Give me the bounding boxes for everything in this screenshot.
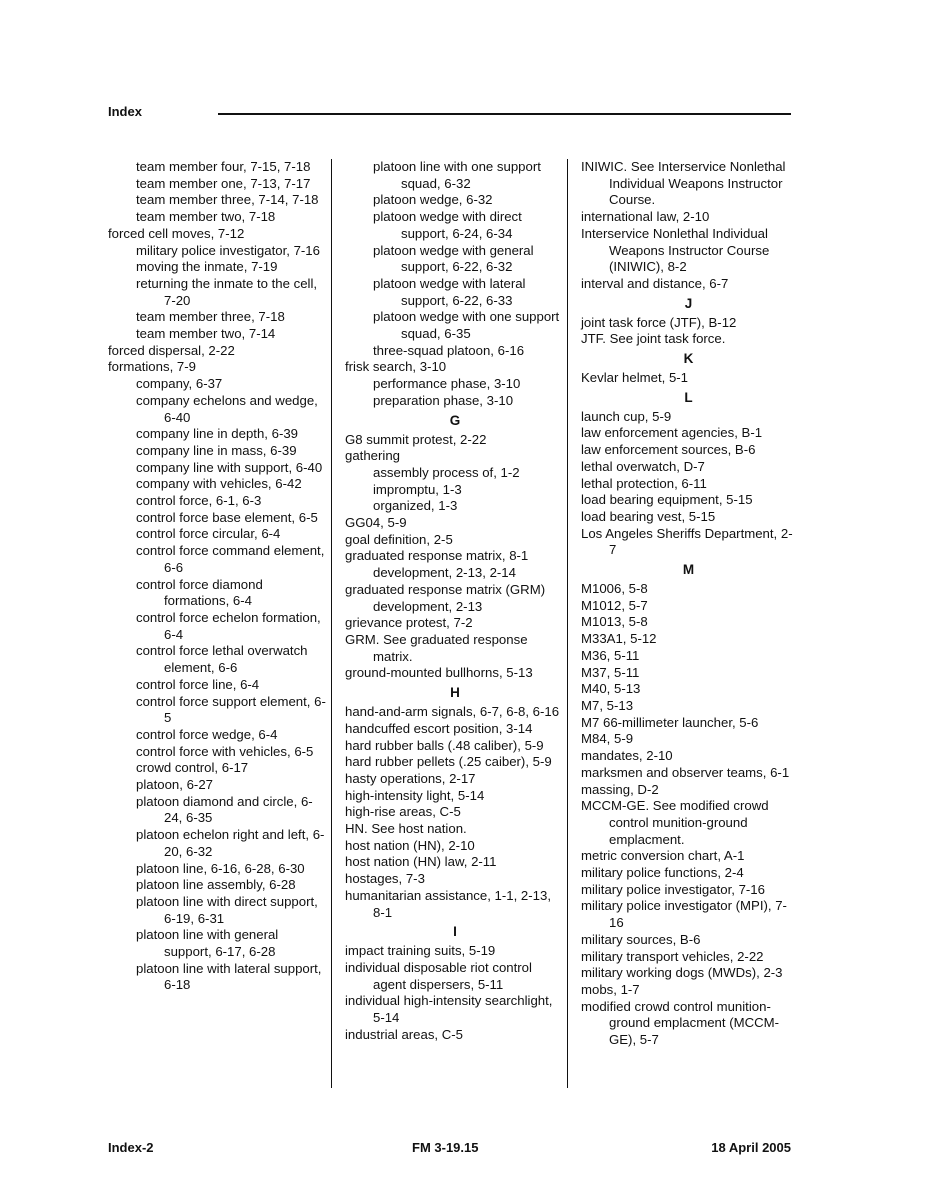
column-divider xyxy=(567,159,568,1088)
index-entry: formations, 7-9 xyxy=(108,359,196,375)
index-section-letter: K xyxy=(683,351,694,367)
index-entry: host nation (HN), 2-10 xyxy=(345,837,475,853)
index-subentry: control force line, 6-4 xyxy=(136,676,260,692)
index-subentry: crowd control, 6-17 xyxy=(136,760,249,776)
index-entry: JTF. See joint task force. xyxy=(581,331,726,347)
index-entry: host nation (HN) law, 2-11 xyxy=(345,854,497,870)
index-subentry: platoon echelon right and left, 6-20, 6-32 xyxy=(136,827,325,859)
index-entry: M36, 5-11 xyxy=(581,647,640,663)
index-subentry: control force with vehicles, 6-5 xyxy=(136,743,314,759)
index-entry: hand-and-arm signals, 6-7, 6-8, 6-16 xyxy=(345,704,560,720)
index-subentry: platoon line, 6-16, 6-28, 6-30 xyxy=(136,860,305,876)
index-entry: lethal protection, 6-11 xyxy=(581,475,707,491)
index-subentry: platoon line with direct support, 6-19, 6-31 xyxy=(136,893,318,926)
index-subentry: platoon wedge with general support, 6-22, 6-32 xyxy=(373,242,534,275)
index-subentry: impromptu, 1-3 xyxy=(373,481,462,497)
index-entry: forced dispersal, 2-22 xyxy=(108,342,235,358)
index-entry: interval and distance, 6-7 xyxy=(581,275,729,291)
index-entry: M37, 5-11 xyxy=(581,664,640,680)
index-column-3 xyxy=(581,159,796,1049)
index-subentry: performance phase, 3-10 xyxy=(373,376,521,392)
index-subentry: team member two, 7-18 xyxy=(136,209,276,225)
index-entry: international law, 2-10 xyxy=(581,209,710,225)
index-section-letter: J xyxy=(684,295,693,311)
footer-page-number: Index-2 xyxy=(108,1140,154,1155)
index-subentry: control force echelon formation, 6-4 xyxy=(136,609,321,642)
index-entry: massing, D-2 xyxy=(581,781,659,797)
index-subentry: military police investigator, 7-16 xyxy=(136,242,320,258)
index-entry: M1013, 5-8 xyxy=(581,614,648,630)
index-entry: M33A1, 5-12 xyxy=(581,631,657,647)
index-entry: G8 summit protest, 2-22 xyxy=(345,431,487,447)
index-section-letter: L xyxy=(684,389,693,405)
index-entry: military police functions, 2-4 xyxy=(581,865,744,881)
index-entry: handcuffed escort position, 3-14 xyxy=(345,720,533,736)
index-entry: high-intensity light, 5-14 xyxy=(345,787,485,803)
index-subentry: organized, 1-3 xyxy=(373,498,458,514)
index-entry: graduated response matrix (GRM) xyxy=(345,581,546,597)
index-entry: mandates, 2-10 xyxy=(581,748,673,764)
index-entry: Interservice Nonlethal Individual Weapons Instructor Course (INIWIC), 8-2 xyxy=(581,225,770,275)
index-entry: industrial areas, C-5 xyxy=(345,1026,464,1042)
index-subentry: control force wedge, 6-4 xyxy=(136,726,278,742)
index-entry: HN. See host nation. xyxy=(345,821,467,837)
index-entry: humanitarian assistance, 1-1, 2-13, 8-1 xyxy=(345,887,551,920)
index-entry: M1012, 5-7 xyxy=(581,597,648,613)
page-header-title: Index xyxy=(108,104,142,119)
index-entry: joint task force (JTF), B-12 xyxy=(581,314,737,330)
index-subentry: team member one, 7-13, 7-17 xyxy=(136,175,311,191)
index-subentry: team member four, 7-15, 7-18 xyxy=(136,159,311,174)
index-entry: modified crowd control munition-ground emplacment (MCCM-GE), 5-7 xyxy=(581,998,780,1048)
index-subentry: company echelons and wedge, 6-40 xyxy=(136,392,318,425)
index-subentry: team member two, 7-14 xyxy=(136,326,276,342)
index-section-letter: H xyxy=(450,685,460,701)
index-subentry: development, 2-13 xyxy=(373,598,483,614)
index-subentry: assembly process of, 1-2 xyxy=(373,464,520,480)
index-entry: graduated response matrix, 8-1 xyxy=(345,548,529,564)
index-column-1 xyxy=(108,159,328,994)
index-subentry: three-squad platoon, 6-16 xyxy=(373,342,525,358)
index-entry: GRM. See graduated response matrix. xyxy=(345,631,528,664)
index-entry: lethal overwatch, D-7 xyxy=(581,458,705,474)
index-subentry: control force base element, 6-5 xyxy=(136,509,318,525)
index-subentry: platoon diamond and circle, 6-24, 6-35 xyxy=(136,793,313,826)
index-entry: INIWIC. See Interservice Nonlethal Individual Weapons Instructor Course. xyxy=(581,159,786,208)
index-entry: individual disposable riot control agent dispersers, 5-11 xyxy=(345,959,532,992)
index-entry: hasty operations, 2-17 xyxy=(345,770,476,786)
index-entry: military working dogs (MWDs), 2-3 xyxy=(581,965,783,981)
index-subentry: platoon line with lateral support, 6-18 xyxy=(136,960,322,993)
index-entry: hostages, 7-3 xyxy=(345,871,425,887)
index-section-letter: I xyxy=(453,924,457,940)
index-subentry: platoon line assembly, 6-28 xyxy=(136,877,296,893)
index-subentry: development, 2-13, 2-14 xyxy=(373,565,516,581)
index-entry: gathering xyxy=(345,448,400,464)
index-entry: forced cell moves, 7-12 xyxy=(108,225,245,241)
index-section-letter: G xyxy=(449,412,461,428)
index-entry: hard rubber pellets (.25 caiber), 5-9 xyxy=(345,754,552,770)
index-entry: law enforcement agencies, B-1 xyxy=(581,425,763,441)
index-entry: load bearing vest, 5-15 xyxy=(581,508,716,524)
index-subentry: platoon wedge with direct support, 6-24, 6-34 xyxy=(373,209,522,241)
index-entry: hard rubber balls (.48 caliber), 5-9 xyxy=(345,737,544,753)
index-subentry: company line in depth, 6-39 xyxy=(136,426,299,442)
index-entry: goal definition, 2-5 xyxy=(345,531,453,547)
index-entry: mobs, 1-7 xyxy=(581,981,640,997)
index-subentry: moving the inmate, 7-19 xyxy=(136,259,278,275)
header-rule xyxy=(218,113,791,115)
footer-manual-id: FM 3-19.15 xyxy=(412,1140,479,1155)
index-entry: grievance protest, 7-2 xyxy=(345,615,473,631)
index-entry: military police investigator (MPI), 7-16 xyxy=(581,898,787,931)
index-subentry: control force command element, 6-6 xyxy=(136,543,325,575)
index-entry: M40, 5-13 xyxy=(581,681,641,697)
index-subentry: team member three, 7-18 xyxy=(136,309,285,325)
index-entry: M7 66-millimeter launcher, 5-6 xyxy=(581,714,759,730)
index-column-2 xyxy=(345,159,565,1043)
index-entry: military transport vehicles, 2-22 xyxy=(581,948,764,964)
index-subentry: returning the inmate to the cell, 7-20 xyxy=(136,275,318,308)
index-subentry: control force diamond formations, 6-4 xyxy=(136,576,263,609)
index-subentry: platoon wedge, 6-32 xyxy=(373,192,493,208)
index-section-letter: M xyxy=(682,562,695,578)
index-entry: M7, 5-13 xyxy=(581,697,634,713)
index-entry: military sources, B-6 xyxy=(581,931,701,947)
column-divider xyxy=(331,159,332,1088)
index-entry: launch cup, 5-9 xyxy=(581,408,672,424)
index-entry: frisk search, 3-10 xyxy=(345,359,447,375)
index-subentry: platoon line with general support, 6-17, 6-28 xyxy=(136,927,279,960)
index-subentry: control force circular, 6-4 xyxy=(136,526,281,542)
index-entry: MCCM-GE. See modified crowd control munition-ground emplacment. xyxy=(581,798,769,847)
index-entry: M1006, 5-8 xyxy=(581,581,648,597)
index-entry: Los Angeles Sheriffs Department, 2-7 xyxy=(581,525,793,558)
index-subentry: company line in mass, 6-39 xyxy=(136,442,297,458)
index-subentry: company, 6-37 xyxy=(136,376,223,392)
index-entry: GG04, 5-9 xyxy=(345,515,407,531)
index-subentry: platoon wedge with one support squad, 6-35 xyxy=(373,309,560,342)
index-entry: ground-mounted bullhorns, 5-13 xyxy=(345,665,533,681)
index-subentry: preparation phase, 3-10 xyxy=(373,392,514,408)
index-entry: individual high-intensity searchlight, 5-14 xyxy=(345,993,553,1026)
footer-date: 18 April 2005 xyxy=(711,1140,791,1155)
index-subentry: platoon wedge with lateral support, 6-22, 6-33 xyxy=(373,275,526,308)
index-entry: metric conversion chart, A-1 xyxy=(581,848,745,864)
index-subentry: control force lethal overwatch element, 6-6 xyxy=(136,643,308,676)
index-subentry: platoon line with one support squad, 6-32 xyxy=(373,159,541,191)
index-entry: high-rise areas, C-5 xyxy=(345,804,461,820)
index-subentry: company with vehicles, 6-42 xyxy=(136,476,302,492)
index-entry: impact training suits, 5-19 xyxy=(345,943,496,959)
index-entry: Kevlar helmet, 5-1 xyxy=(581,370,689,386)
index-entry: military police investigator, 7-16 xyxy=(581,881,765,897)
index-entry: law enforcement sources, B-6 xyxy=(581,442,756,458)
index-subentry: platoon, 6-27 xyxy=(136,777,213,793)
index-subentry: control force support element, 6-5 xyxy=(136,693,326,726)
index-entry: load bearing equipment, 5-15 xyxy=(581,492,753,508)
index-subentry: control force, 6-1, 6-3 xyxy=(136,493,262,509)
index-subentry: company line with support, 6-40 xyxy=(136,459,323,475)
index-subentry: team member three, 7-14, 7-18 xyxy=(136,192,319,208)
index-entry: M84, 5-9 xyxy=(581,731,634,747)
index-entry: marksmen and observer teams, 6-1 xyxy=(581,764,790,780)
